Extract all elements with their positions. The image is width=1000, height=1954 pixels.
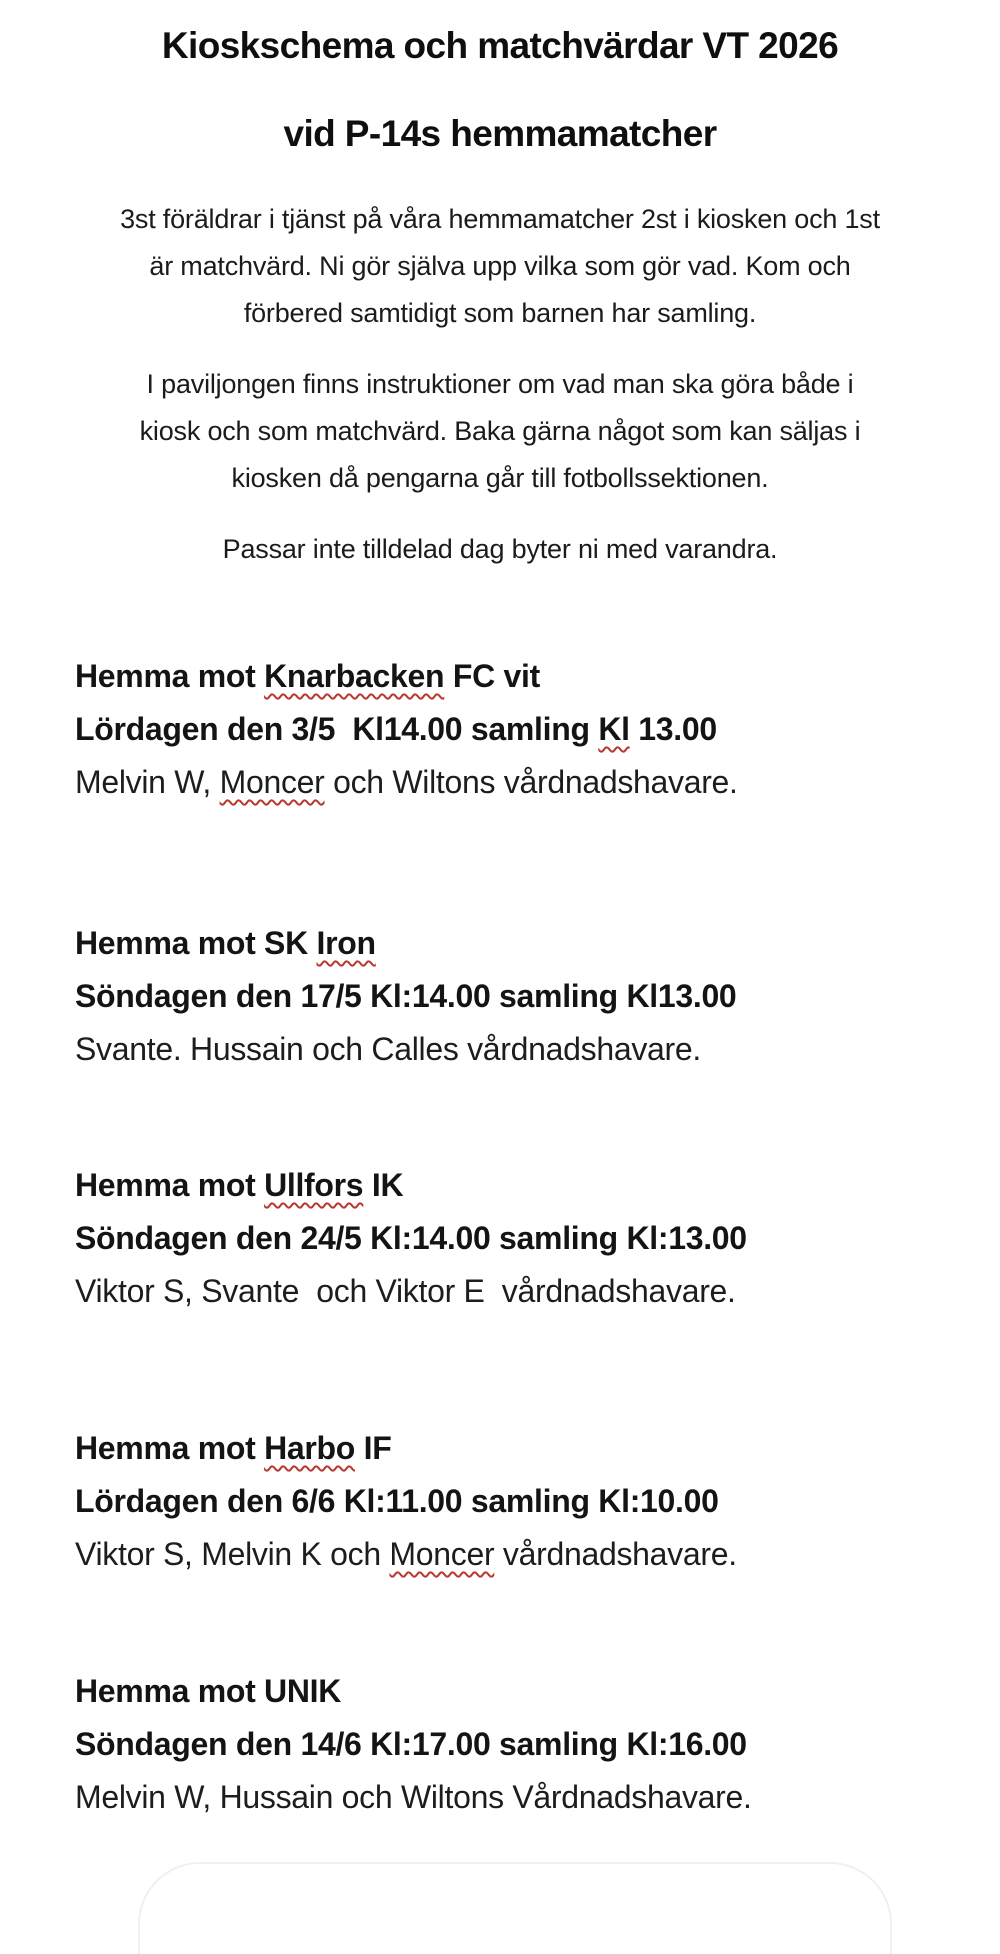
match-heading-text: Hemma mot bbox=[75, 658, 265, 694]
match-schedule-text: Lördagen den 6/6 Kl:11.00 samling Kl:10.00 bbox=[75, 1483, 719, 1519]
intro-line: kiosken då pengarna går till fotbollssektionen. bbox=[231, 463, 769, 493]
match-block-unik bbox=[75, 1665, 965, 1824]
intro-line: kiosk och som matchvärd. Baka gärna något som kan säljas i bbox=[139, 416, 861, 446]
intro-line: I paviljongen finns instruktioner om vad man ska göra både i bbox=[146, 369, 854, 399]
match-heading bbox=[75, 917, 965, 970]
match-schedule-text: Söndagen den 17/5 Kl:14.00 samling Kl13.00 bbox=[75, 978, 737, 1014]
match-block-harbo bbox=[75, 1422, 965, 1581]
match-schedule-text: 13.00 bbox=[629, 711, 717, 747]
intro-paragraph-3 bbox=[60, 526, 940, 573]
match-heading-text: Hemma mot bbox=[75, 1167, 265, 1203]
match-schedule bbox=[75, 703, 965, 756]
match-heading-text: IF bbox=[355, 1430, 392, 1466]
bottom-sheet bbox=[138, 1862, 892, 1954]
match-heading-text: FC vit bbox=[444, 658, 540, 694]
match-heading-text: Hemma mot bbox=[75, 1430, 265, 1466]
match-hosts-text: Melvin W, Hussain och Wiltons Vårdnadshavare. bbox=[75, 1779, 752, 1815]
match-block-sk-iron bbox=[75, 917, 965, 1076]
intro-line: Passar inte tilldelad dag byter ni med varandra. bbox=[222, 534, 778, 564]
misspelled-word: Moncer bbox=[389, 1536, 495, 1572]
document-title-line-2: vid P-14s hemmamatcher bbox=[283, 113, 717, 154]
match-schedule-text: Lördagen den 3/5 Kl14.00 samling bbox=[75, 711, 599, 747]
match-hosts bbox=[75, 1265, 965, 1318]
match-heading bbox=[75, 650, 965, 703]
match-block-ullfors bbox=[75, 1159, 965, 1318]
match-hosts-text: Viktor S, Melvin K och bbox=[75, 1536, 390, 1572]
match-heading bbox=[75, 1422, 965, 1475]
misspelled-word: Kl bbox=[598, 711, 630, 747]
match-heading-text: Hemma mot UNIK bbox=[75, 1673, 342, 1709]
match-schedule bbox=[75, 1212, 965, 1265]
intro-line: 3st föräldrar i tjänst på våra hemmamatcher 2st i kiosken och 1st bbox=[120, 204, 880, 234]
match-schedule bbox=[75, 1718, 965, 1771]
match-schedule bbox=[75, 1475, 965, 1528]
match-schedule bbox=[75, 970, 965, 1023]
intro-line: är matchvärd. Ni gör själva upp vilka som gör vad. Kom och bbox=[149, 251, 851, 281]
misspelled-word: Iron bbox=[316, 925, 376, 961]
match-heading-text: Hemma mot SK bbox=[75, 925, 317, 961]
match-hosts-text: vårdnadshavare. bbox=[494, 1536, 737, 1572]
match-hosts-text: Svante. Hussain och Calles vårdnadshavare. bbox=[75, 1031, 701, 1067]
intro-paragraph-1 bbox=[60, 196, 940, 337]
misspelled-word: Knarbacken bbox=[264, 658, 445, 694]
misspelled-word: Harbo bbox=[264, 1430, 356, 1466]
match-hosts bbox=[75, 1023, 965, 1076]
misspelled-word: Moncer bbox=[219, 764, 325, 800]
match-hosts-text: Melvin W, bbox=[75, 764, 220, 800]
document-title-line-1: Kioskschema och matchvärdar VT 2026 bbox=[161, 25, 839, 66]
match-hosts bbox=[75, 1771, 965, 1824]
match-block-knarbacken bbox=[75, 650, 965, 809]
match-schedule-text: Söndagen den 14/6 Kl:17.00 samling Kl:16.00 bbox=[75, 1726, 747, 1762]
match-schedule-text: Söndagen den 24/5 Kl:14.00 samling Kl:13.00 bbox=[75, 1220, 747, 1256]
match-heading bbox=[75, 1665, 965, 1718]
match-heading bbox=[75, 1159, 965, 1212]
match-hosts-text: och Wiltons vårdnadshavare. bbox=[324, 764, 738, 800]
misspelled-word: Ullfors bbox=[264, 1167, 364, 1203]
match-heading-text: IK bbox=[363, 1167, 404, 1203]
match-hosts-text: Viktor S, Svante och Viktor E vårdnadshavare. bbox=[75, 1273, 736, 1309]
match-hosts bbox=[75, 756, 965, 809]
intro-line: förbered samtidigt som barnen har samling. bbox=[243, 298, 757, 328]
intro-paragraph-2 bbox=[60, 361, 940, 502]
match-hosts bbox=[75, 1528, 965, 1581]
